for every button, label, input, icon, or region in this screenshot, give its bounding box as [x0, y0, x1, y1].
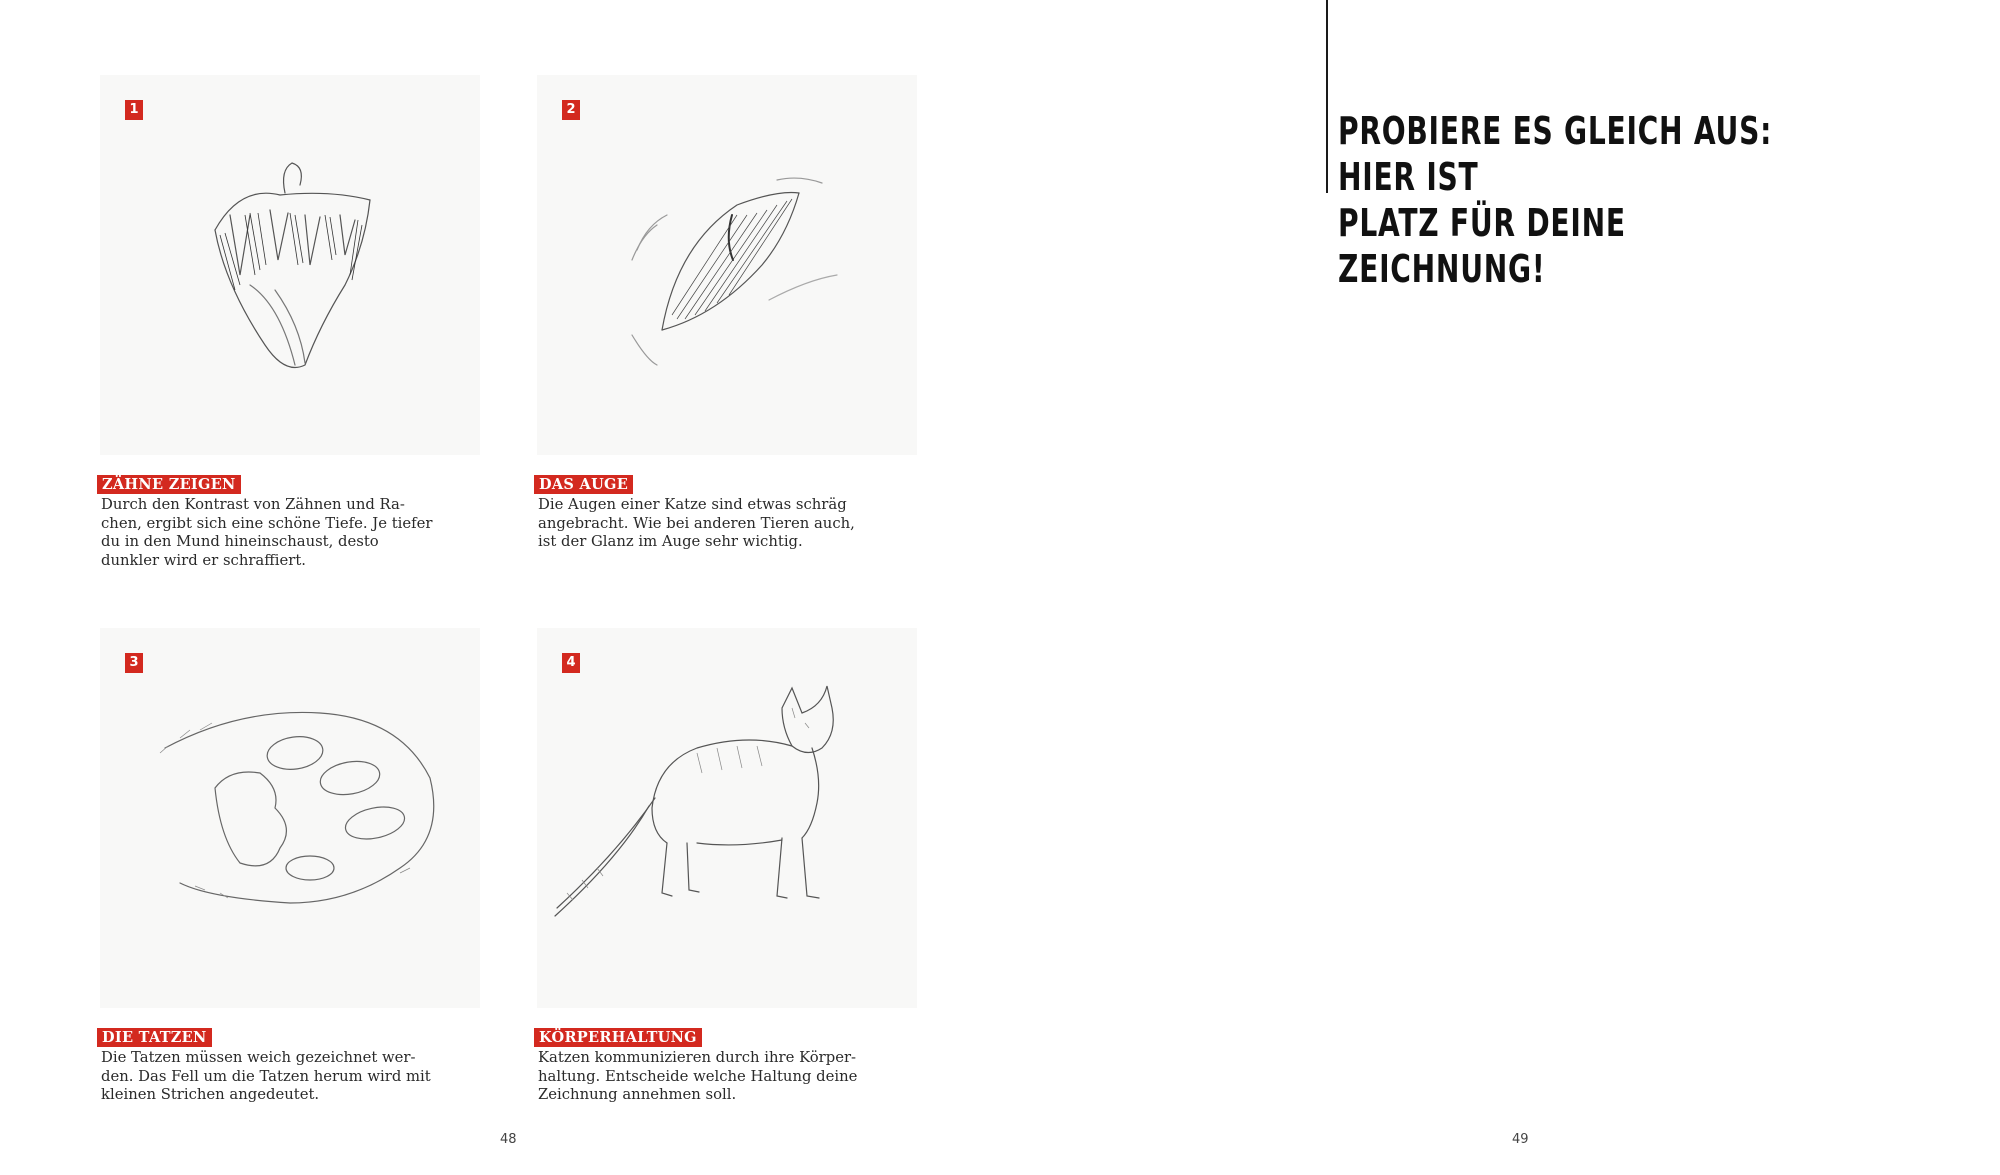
paw-sketch-image: [100, 628, 480, 1008]
page-headline: PROBIERE ES GLEICH AUS: HIER IST PLATZ FÜR DEINE ZEICHNUNG!: [1338, 109, 1773, 291]
card-description: Die Tatzen müssen weich gezeichnet wer- den. Das Fell um die Tatzen herum wird mit kleinen Strichen angedeutet.: [101, 1049, 431, 1103]
page-number-left: 48: [500, 1132, 517, 1147]
card-label: DIE TATZEN: [97, 1028, 212, 1047]
card-label: DAS AUGE: [534, 475, 633, 494]
step-number-badge: 2: [562, 100, 580, 120]
step-number-badge: 3: [125, 653, 143, 673]
card-description: Die Augen einer Katze sind etwas schräg angebracht. Wie bei anderen Tieren auch, ist der Glanz im Auge sehr wichtig.: [538, 496, 855, 550]
paw-sketch-icon: [100, 628, 480, 1008]
card-description: Katzen kommunizieren durch ihre Körper- haltung. Entscheide welche Haltung deine Zeichnung annehmen soll.: [538, 1049, 858, 1103]
standing-cat-sketch-icon: [537, 628, 917, 1008]
page-number-right: 49: [1512, 1132, 1529, 1147]
teeth-sketch-image: [100, 75, 480, 455]
cat-posture-sketch-image: [537, 628, 917, 1008]
teeth-sketch-icon: [100, 75, 480, 455]
step-number-badge: 1: [125, 100, 143, 120]
card-label: KÖRPERHALTUNG: [534, 1028, 702, 1047]
card-label: ZÄHNE ZEIGEN: [97, 475, 241, 494]
eye-sketch-image: [537, 75, 917, 455]
eye-sketch-icon: [537, 75, 917, 455]
headline-divider: [1326, 0, 1328, 193]
card-description: Durch den Kontrast von Zähnen und Ra- chen, ergibt sich eine schöne Tiefe. Je tiefer du in den Mund hineinschaust, desto dunkler wird er schraffiert.: [101, 496, 433, 569]
step-number-badge: 4: [562, 653, 580, 673]
